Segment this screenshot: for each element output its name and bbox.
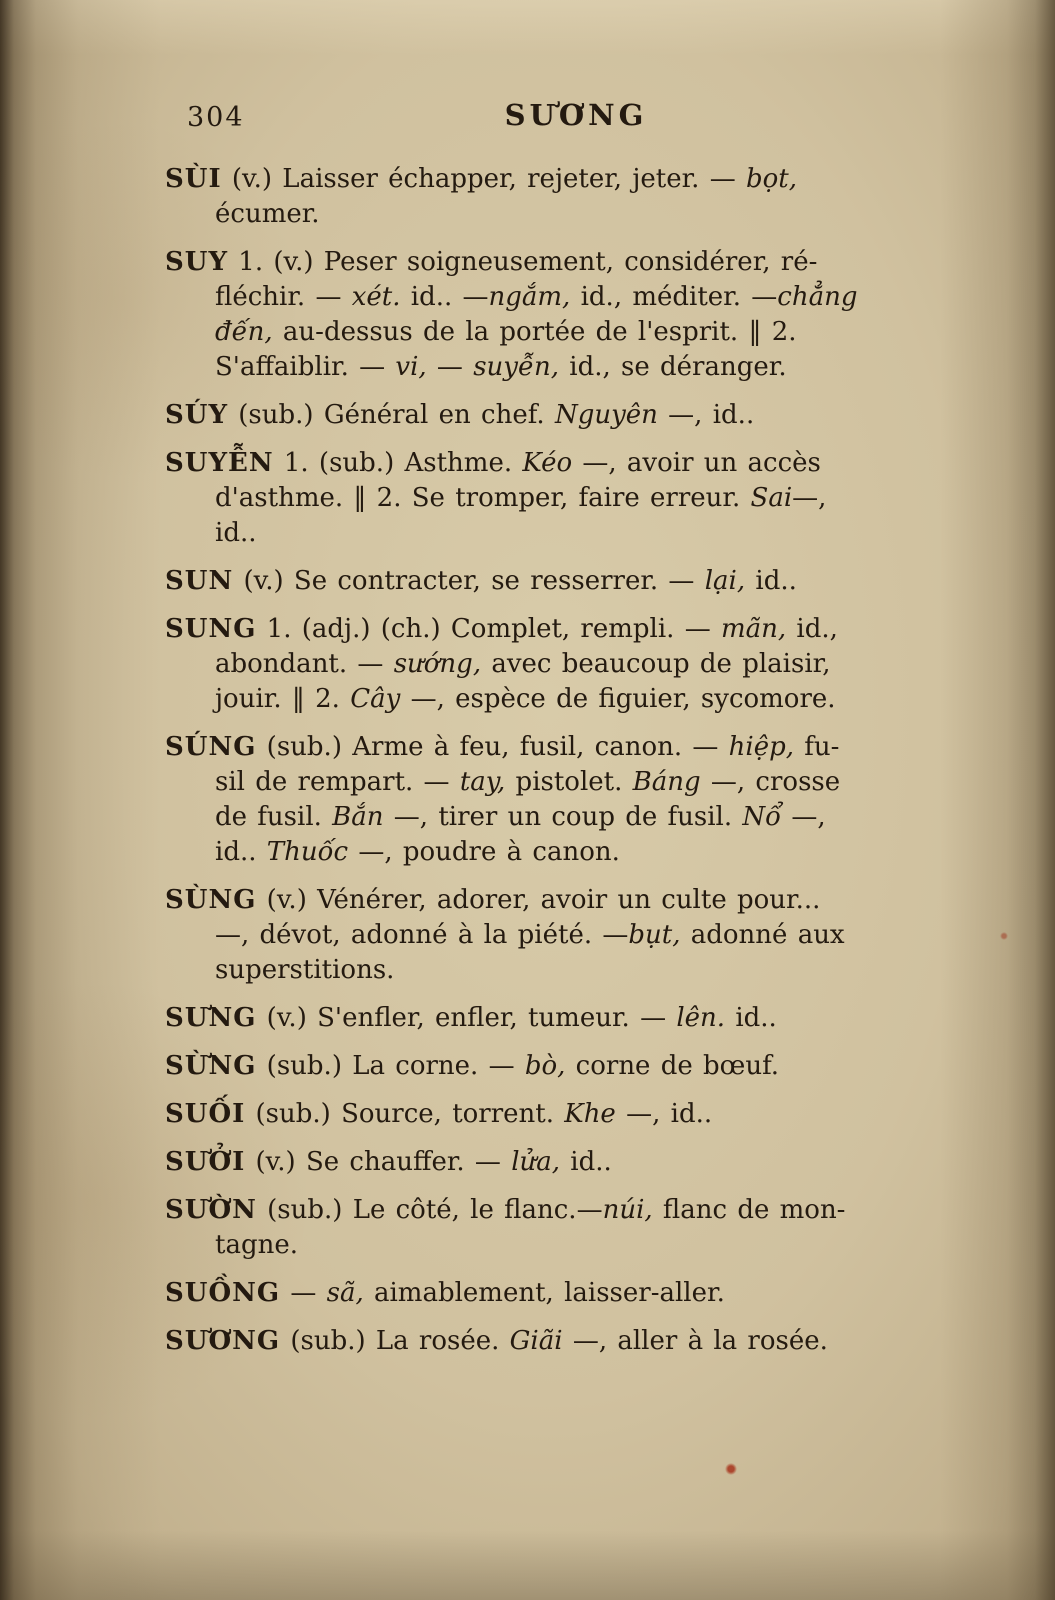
vietnamese-term: Cây [350,684,401,714]
vietnamese-term: vi, [395,352,427,382]
running-header: SƯƠNG [504,98,648,132]
vietnamese-term: mãn, [720,614,787,644]
vietnamese-term: núi, [602,1195,653,1225]
headword: SUNG [165,614,257,644]
definition-text: S'affaiblir. — [215,352,396,382]
definition-text: jouir. ‖ 2. [215,684,351,714]
definition-text: id.. [215,518,257,548]
headword: SƯƠNG [165,1326,281,1356]
dictionary-entry [165,730,987,870]
definition-text: (sub.) Général en chef. [228,400,555,430]
definition-text: id.. [725,1003,777,1033]
headword: SÙNG [165,885,257,915]
definition-text: 1. (sub.) Asthme. [273,448,523,478]
vietnamese-term: Sai [750,483,793,513]
definition-text: —, id.. [657,400,755,430]
definition-text: —, poudre à canon. [348,837,620,867]
definition-text: id., méditer. — [570,282,778,312]
definition-text: sil de rempart. — [215,767,460,797]
dictionary-entry [165,1276,987,1311]
definition-text: —, avoir un accès [572,448,821,478]
dictionary-entry [165,1324,987,1359]
dictionary-entry [165,1001,987,1036]
definition-text: —, espèce de figuier, sycomore. [400,684,836,714]
vietnamese-term: Báng [632,767,701,797]
definition-text: —, [781,802,826,832]
vietnamese-term: sướng, [393,649,482,679]
definition-text: avec beaucoup de plaisir, [481,649,831,679]
vietnamese-term: tay, [459,767,506,797]
page-content [165,96,987,1372]
vietnamese-term: xét. [351,282,401,312]
definition-text: id.. — [400,282,489,312]
headword: SỪNG [165,1051,257,1081]
definition-text: fléchir. — [215,282,352,312]
definition-text: (v.) Se chauffer. — [245,1147,512,1177]
definition-text: —, tirer un coup de fusil. [383,802,743,832]
vietnamese-term: bọt, [745,164,797,194]
definition-text: (sub.) Arme à feu, fusil, canon. — [256,732,729,762]
dictionary-entry [165,446,987,551]
dictionary-entry [165,883,987,988]
definition-text: pistolet. [505,767,633,797]
vietnamese-term: Khe [564,1099,616,1129]
definition-text: aimablement, laisser-aller. [363,1278,725,1308]
definition-text: (sub.) La corne. — [256,1051,525,1081]
definition-text: (v.) Laisser échapper, rejeter, jeter. — [221,164,746,194]
definition-text: —, [792,483,827,513]
dictionary-entry [165,612,987,717]
vietnamese-term: đến, [215,317,273,347]
vietnamese-term: suyễn, [473,352,559,382]
vietnamese-term: sã, [326,1278,364,1308]
dictionary-entry [165,1145,987,1180]
definition-text: d'asthme. ‖ 2. Se tromper, faire erreur. [215,483,751,513]
definition-text: 1. (v.) Peser soigneusement, considérer, ré- [228,247,818,277]
definition-text: id.. [745,566,797,596]
dictionary-entry [165,1193,987,1263]
vietnamese-term: lên. [676,1003,726,1033]
vietnamese-term: chẳng [777,282,858,312]
definition-text: 1. (adj.) (ch.) Complet, rempli. — [256,614,721,644]
definition-text: — [426,352,474,382]
headword: SUYỄN [165,448,274,478]
dictionary-entry [165,1097,987,1132]
definition-text: écumer. [215,199,320,229]
headword: SUỐI [165,1099,246,1129]
definition-text: id., se déranger. [559,352,787,382]
headword: SÚY [165,400,229,430]
dictionary-entry [165,162,987,232]
headword: SƯNG [165,1003,257,1033]
vietnamese-term: Bắn [332,802,384,832]
vietnamese-term: bò, [524,1051,566,1081]
vietnamese-term: Kéo [522,448,573,478]
vietnamese-term: Giãi [509,1326,563,1356]
headword: SUN [165,566,234,596]
dictionary-entry [165,245,987,385]
definition-text: adonné aux [680,920,845,950]
vietnamese-term: hiệp, [728,732,795,762]
vietnamese-term: Nguyên [554,400,658,430]
definition-text: id., [786,614,838,644]
dictionary-entry [165,1049,987,1084]
definition-text: de fusil. [215,802,333,832]
headword: SƯỞI [165,1147,246,1177]
headword: SUỒNG [165,1278,281,1308]
definition-text: id.. [215,837,267,867]
definition-text: flanc de mon- [652,1195,846,1225]
vietnamese-term: ngắm, [488,282,571,312]
vietnamese-term: Nổ [742,802,782,832]
dictionary-entry [165,564,987,599]
headword: SƯỜN [165,1195,257,1225]
definition-text: (sub.) Le côté, le flanc.— [256,1195,603,1225]
dictionary-entry [165,398,987,433]
vietnamese-term: lại, [704,566,746,596]
definition-text: —, id.. [615,1099,713,1129]
definition-text: — [280,1278,327,1308]
definition-text: (v.) S'enfler, enfler, tumeur. — [256,1003,677,1033]
vietnamese-term: lửa, [511,1147,561,1177]
definition-text: fu- [794,732,840,762]
vietnamese-term: Thuốc [266,837,349,867]
headword: SÚNG [165,732,257,762]
definition-text: (v.) Vénérer, adorer, avoir un culte pour... [256,885,821,915]
headword: SÙI [165,164,222,194]
dictionary-entries [165,162,987,1359]
definition-text: (v.) Se contracter, se resserrer. — [233,566,705,596]
definition-text: —, aller à la rosée. [562,1326,828,1356]
definition-text: corne de bœuf. [565,1051,780,1081]
definition-text: tagne. [215,1230,298,1260]
definition-text: id.. [560,1147,612,1177]
definition-text: superstitions. [215,955,395,985]
definition-text: —, dévot, adonné à la piété. — [215,920,629,950]
definition-text: abondant. — [215,649,394,679]
definition-text: au-dessus de la portée de l'esprit. ‖ 2. [272,317,797,347]
definition-text: (sub.) La rosée. [280,1326,510,1356]
page-number: 304 [187,102,245,133]
vietnamese-term: bụt, [628,920,681,950]
definition-text: (sub.) Source, torrent. [245,1099,565,1129]
headword: SUY [165,247,229,277]
page-header [165,96,987,148]
definition-text: —, crosse [700,767,841,797]
